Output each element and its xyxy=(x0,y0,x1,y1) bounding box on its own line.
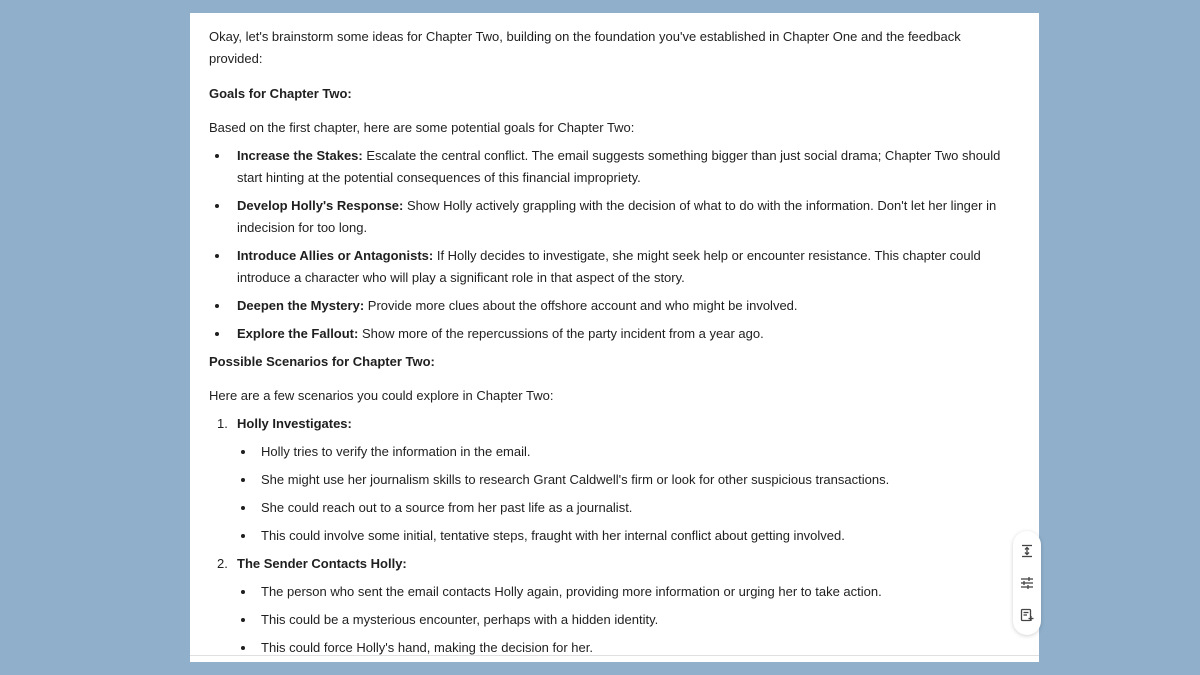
scenario-point: Holly tries to verify the information in the email. xyxy=(209,441,1009,463)
scenario-point: She might use her journalism skills to research Grant Caldwell's firm or look for other suspicious transactions. xyxy=(209,469,1009,491)
tune-icon[interactable] xyxy=(1016,572,1038,594)
goal-title: Introduce Allies or Antagonists: xyxy=(237,248,434,263)
scenarios-lead: Here are a few scenarios you could explore in Chapter Two: xyxy=(209,388,554,403)
goals-list xyxy=(209,145,1009,345)
response-panel xyxy=(190,13,1039,662)
scenario-point: This could involve some initial, tentative steps, fraught with her internal conflict about getting involved. xyxy=(209,525,1009,547)
scenario-title-row xyxy=(209,413,1009,435)
goal-item xyxy=(209,245,1009,289)
add-note-icon[interactable] xyxy=(1016,604,1038,626)
scenario-number: 1. xyxy=(217,416,228,431)
scenarios-heading: Possible Scenarios for Chapter Two: xyxy=(209,354,435,369)
scenario-title: Holly Investigates: xyxy=(237,416,352,431)
scenario-point: She could reach out to a source from her past life as a journalist. xyxy=(209,497,1009,519)
goal-item xyxy=(209,323,1009,345)
scenario-item xyxy=(209,413,1009,547)
goal-text: Show Holly actively grappling with the decision of what to do with the information. Don't let her linger in indecision for too long. xyxy=(237,198,997,235)
goal-item xyxy=(209,195,1009,239)
goal-text: Escalate the central conflict. The email suggests something bigger than just social drama; Chapter Two should start hinting at the potential consequences of this financial impropriety. xyxy=(237,148,1001,185)
goal-title: Develop Holly's Response: xyxy=(237,198,404,213)
goal-title: Explore the Fallout: xyxy=(237,326,359,341)
scenario-point: The person who sent the email contacts Holly again, providing more information or urging her to take action. xyxy=(209,581,1009,603)
scenario-number: 2. xyxy=(217,556,228,571)
scenario-point: This could force Holly's hand, making the decision for her. xyxy=(209,637,1009,659)
intro-paragraph: Okay, let's brainstorm some ideas for Chapter Two, building on the foundation you've established in Chapter One and the feedback provided: xyxy=(209,29,961,66)
scenario-item xyxy=(209,553,1009,659)
goal-title: Deepen the Mystery: xyxy=(237,298,365,313)
scenario-title-row xyxy=(209,553,1009,575)
scenario-title: The Sender Contacts Holly: xyxy=(237,556,407,571)
side-toolbar xyxy=(1013,531,1041,635)
goal-text: Provide more clues about the offshore account and who might be involved. xyxy=(364,298,798,313)
align-top-icon[interactable] xyxy=(1016,540,1038,562)
goal-item xyxy=(209,145,1009,189)
goal-title: Increase the Stakes: xyxy=(237,148,363,163)
goals-heading: Goals for Chapter Two: xyxy=(209,86,352,101)
scenarios-list xyxy=(209,413,1009,659)
scenario-points xyxy=(209,441,1009,547)
scenario-point: This could be a mysterious encounter, perhaps with a hidden identity. xyxy=(209,609,1009,631)
response-content xyxy=(209,26,1009,662)
goal-text: If Holly decides to investigate, she might seek help or encounter resistance. This chapter could introduce a character who will play a significant role in that aspect of the story. xyxy=(237,248,981,285)
goals-lead: Based on the first chapter, here are some potential goals for Chapter Two: xyxy=(209,120,635,135)
divider xyxy=(190,655,1039,656)
goal-item xyxy=(209,295,1009,317)
scenario-points xyxy=(209,581,1009,659)
goal-text: Show more of the repercussions of the party incident from a year ago. xyxy=(358,326,764,341)
